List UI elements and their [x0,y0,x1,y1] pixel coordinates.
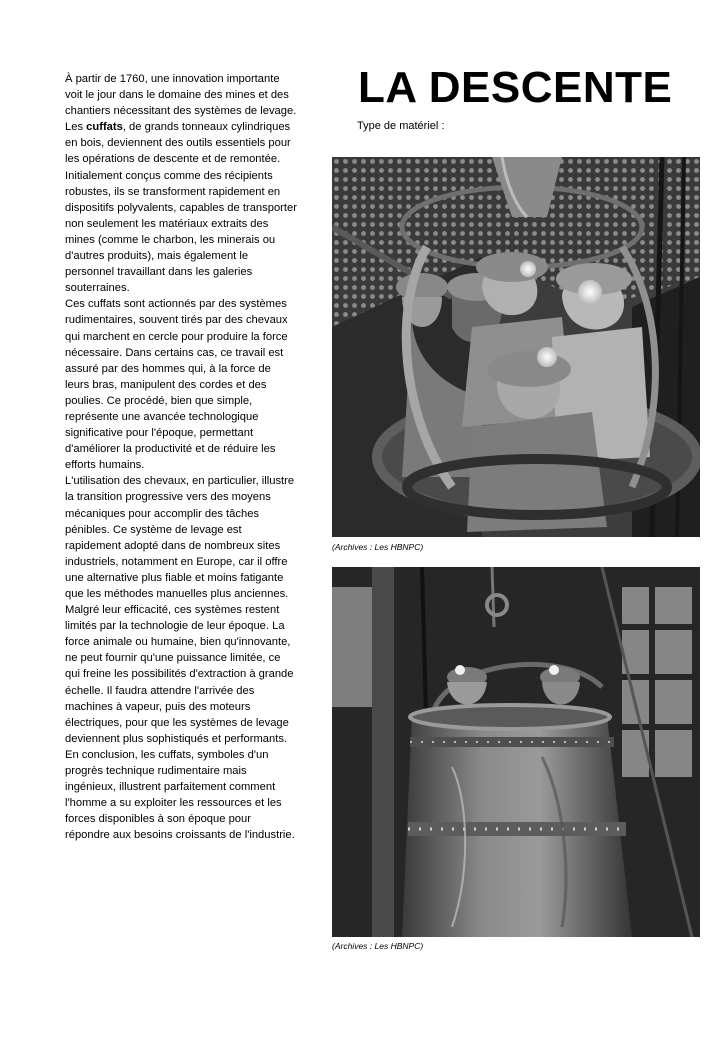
paragraph-1: À partir de 1760, une innovation importante voit le jour dans le domaine des mines et des chantiers nécessitant des systèmes de levage. Les cuffats, de grands tonneaux cylindriques en bois, deviennent des outils essentiels pour les opérations de descente et de remontée. Initialement conçus comme des récipients robustes, ils se transforment rapidement en dispositifs polyvalents, capables de transporter non seulement les matériaux extraits des mines (comme le charbon, les minerais ou d'autres produits), mais également le personnel travaillant dans les galeries souterraines. [65,73,297,295]
material-type-label: Type de matériel : [357,120,445,132]
photo-2-caption: (Archives : Les HBNPC) [332,941,424,951]
paragraph-3: L'utilisation des chevaux, en particulier, illustre la transition progressive vers des moyens mécaniques pour accomplir des tâches pénibles. Ce système de levage est rapidement adopté dans de nombreux sites industriels, notamment en Europe, car il offre une alternative plus fiable et moins fatigante que les méthodes manuelles plus anciennes. [65,475,295,600]
photo-cuffat-descent [332,567,700,937]
photo-1-caption: (Archives : Les HBNPC) [332,542,424,552]
photo-cuffat-descent-image [332,567,700,937]
bold-term-cuffats: cuffats [86,121,123,134]
paragraph-2: Ces cuffats sont actionnés par des systèmes rudimentaires, souvent tirés par des chevaux qui marchent en cercle pour produire la force nécessaire. Dans certains cas, ce travail est assuré par des hommes qui, à la force de leurs bras, manipulent des cordes et des poulies. Ce procédé, bien que simple, représente une avancée technologique significative pour l'époque, permettant d'améliorer la productivité et de réduire les efforts humains. [65,298,288,472]
paragraph-4: Malgré leur efficacité, ces systèmes restent limités par la technologie de leur époque. La force animale ou humaine, bien qu'innovante, ne peut fournir qu'une puissance limitée, ce qui freine les possibilités d'extraction à grande échelle. Il faudra attendre l'arrivée des machines à vapeur, puis des moteurs électriques, pour que les systèmes de levage deviennent plus sophistiqués et performants. [65,604,294,745]
page-title: LA DESCENTE [358,63,673,112]
body-text [65,71,297,844]
photo-miners-in-cuffat-image [332,157,700,537]
photo-miners-in-cuffat [332,157,700,537]
paragraph-5: En conclusion, les cuffats, symboles d'un progrès technique rudimentaire mais ingénieux, illustrent parfaitement comment l'homme a su exploiter les ressources et les forces disponibles à son époque pour répondre aux besoins croissants de l'industrie. [65,748,295,842]
